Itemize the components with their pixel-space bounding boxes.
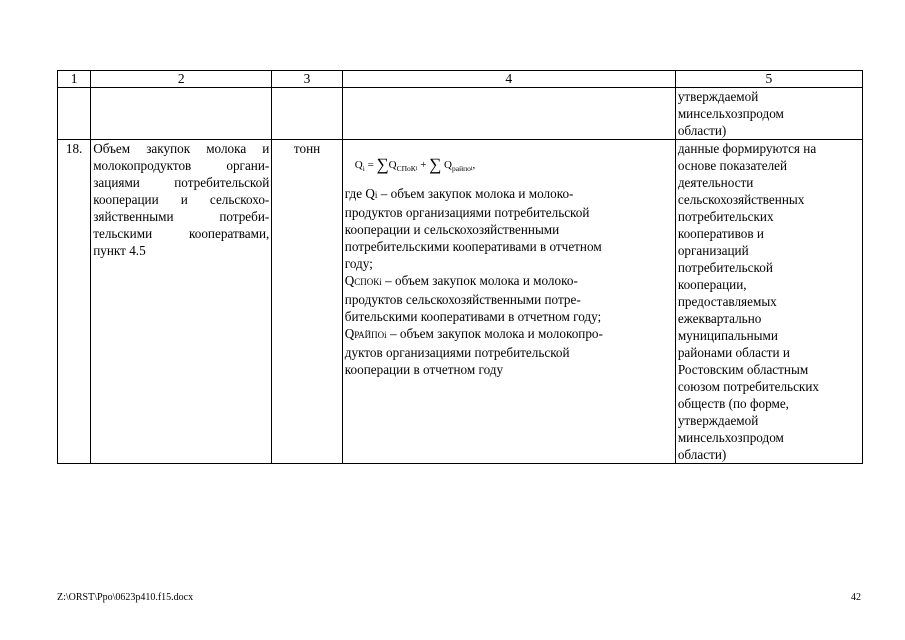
text-line: кооперации в отчетном году	[344, 362, 504, 377]
text-line: области)	[677, 447, 727, 462]
text-line: QСПОКi – объем закупок молока и молоко-	[344, 273, 578, 288]
text-line: районами области и	[677, 345, 790, 360]
text-line: ежеквартально	[677, 311, 762, 326]
text-line: кооперативов и	[677, 226, 764, 241]
text-line: зациями потребительской	[93, 175, 270, 190]
header-col-2: 2	[91, 71, 272, 88]
text-line: году;	[344, 256, 373, 271]
continuation-source-cell	[675, 88, 862, 140]
text-line: Ростовским областным	[677, 362, 809, 377]
text-line: данные формируются на	[677, 141, 817, 156]
header-col-5: 5	[675, 71, 862, 88]
text-line: потребительских	[677, 209, 774, 224]
formula-expression: $Q_i = \sum Q_{СПоК}i$ + ∑ $Q_{райпо}i$,	[354, 155, 476, 174]
text-line: основе показателей	[677, 158, 788, 173]
text-line: кооперации и сельскохо-	[93, 192, 270, 207]
text-line: утверждаемой	[677, 89, 759, 104]
text-line: продуктов организациями потребительской	[344, 205, 590, 220]
header-col-3: 3	[272, 71, 342, 88]
cell-empty-4	[342, 88, 675, 140]
text-line: дуктов организациями потребительской	[344, 345, 570, 360]
page-number: 42	[851, 592, 861, 603]
text-line: союзом потребительских	[677, 379, 819, 394]
footer-file-path: Z:\ORST\Ppo\0623p410.f15.docx	[57, 592, 194, 603]
text-line: кооперации и сельскохозяйственными	[344, 222, 560, 237]
text-line: организаций	[677, 243, 749, 258]
indicator-name-cell	[91, 140, 272, 464]
text-line: потребительской	[677, 260, 773, 275]
text-line: Объем закупок молока и	[93, 141, 270, 156]
text-line: молокопродуктов органи-	[93, 158, 270, 173]
row-number: 18.	[58, 140, 91, 464]
text-line: пункт 4.5	[93, 243, 146, 258]
text-line: зяйственными потреби-	[93, 209, 270, 224]
header-col-4: 4	[342, 71, 675, 88]
table-header-row	[58, 71, 863, 88]
cell-empty-2	[91, 88, 272, 140]
text-line: где Qi – объем закупок молока и молоко-	[344, 186, 574, 201]
indicators-table	[57, 70, 863, 464]
text-line: QРАЙПОi – объем закупок молока и молокопро-	[344, 326, 603, 341]
source-cell	[675, 140, 862, 464]
text-line: предоставляемых	[677, 294, 777, 309]
text-line: бительскими кооперативами в отчетном году;	[344, 309, 602, 324]
unit-cell: тонн	[272, 140, 342, 464]
table-row-18	[58, 140, 863, 464]
text-line: обществ (по форме,	[677, 396, 789, 411]
formula	[345, 140, 673, 185]
text-line: потребительскими кооперативами в отчетном	[344, 239, 602, 254]
text-line: муниципальными	[677, 328, 778, 343]
text-line: сельскохозяйственных	[677, 192, 805, 207]
text-line: деятельности	[677, 175, 754, 190]
text-line: продуктов сельскохозяйственными потре-	[344, 292, 581, 307]
text-line: минсельхозпродом	[677, 430, 784, 445]
method-cell	[342, 140, 675, 464]
text-line: кооперации,	[677, 277, 747, 292]
cell-empty-1	[58, 88, 91, 140]
cell-empty-3	[272, 88, 342, 140]
text-line: области)	[677, 123, 727, 138]
text-line: минсельхозпродом	[677, 106, 784, 121]
table-row-continuation	[58, 88, 863, 140]
text-line: утверждаемой	[677, 413, 759, 428]
text-line: тельскими кооператвами,	[93, 226, 270, 241]
header-col-1: 1	[58, 71, 91, 88]
